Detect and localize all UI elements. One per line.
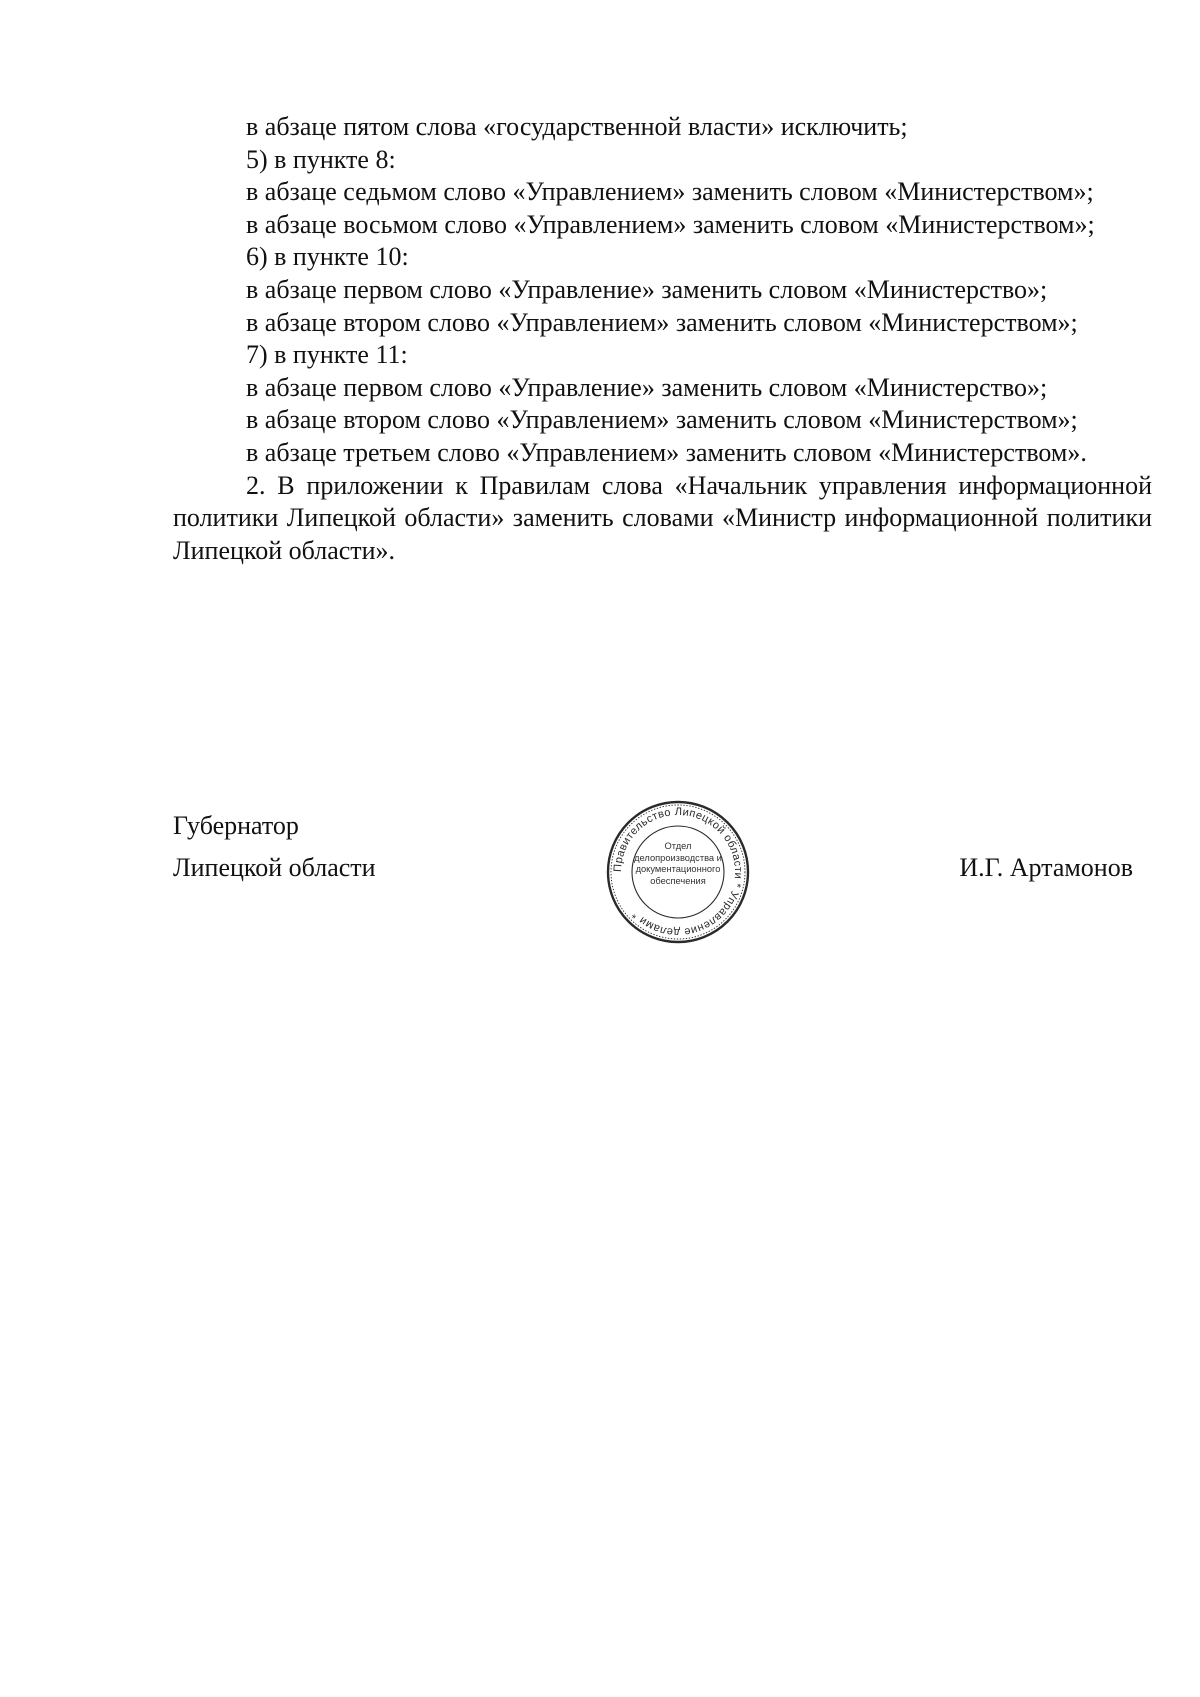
stamp-center-line: делопроизводства и [634, 852, 722, 863]
signatory-name: И.Г. Артамонов [959, 853, 1133, 882]
stamp-ring-text: Правительство Липецкой области * Управление делами * [611, 805, 745, 939]
paragraph-10: в абзаце втором слово «Управлением» заменить словом «Министерством»; [246, 405, 1078, 435]
document-body [173, 111, 1152, 567]
stamp-center-line: обеспечения [650, 875, 706, 886]
paragraph-11: в абзаце третьем слово «Управлением» заменить словом «Министерством». [246, 437, 1087, 467]
signatory-title-line2: Липецкой области [173, 853, 376, 882]
paragraph-9: в абзаце первом слово «Управление» заменить словом «Министерство»; [246, 372, 1048, 402]
paragraph-12: 2. В приложении к Правилам слова «Начальник управления информационной политики Липецкой области» заменить словами «Министр информационной политики Липецкой области». [173, 470, 1152, 565]
paragraph-4: в абзаце восьмом слово «Управлением» заменить словом «Министерством»; [246, 209, 1095, 239]
paragraph-6: в абзаце первом слово «Управление» заменить словом «Министерство»; [246, 274, 1048, 304]
official-stamp [604, 798, 752, 946]
stamp-center-text [634, 841, 722, 887]
paragraph-5: 6) в пункте 10: [246, 242, 409, 272]
paragraph-8: 7) в пункте 11: [246, 340, 408, 370]
paragraph-7: в абзаце втором слово «Управлением» заменить словом «Министерством»; [246, 307, 1078, 337]
signatory-title-line1: Губернатор [173, 811, 299, 840]
paragraph-1: в абзаце пятом слова «государственной власти» исключить; [246, 112, 908, 141]
paragraph-3: в абзаце седьмом слово «Управлением» заменить словом «Министерством»; [246, 177, 1094, 207]
stamp-center-line: документационного [635, 864, 721, 874]
paragraph-2: 5) в пункте 8: [246, 144, 396, 174]
stamp-center-line: Отдел [664, 841, 692, 851]
